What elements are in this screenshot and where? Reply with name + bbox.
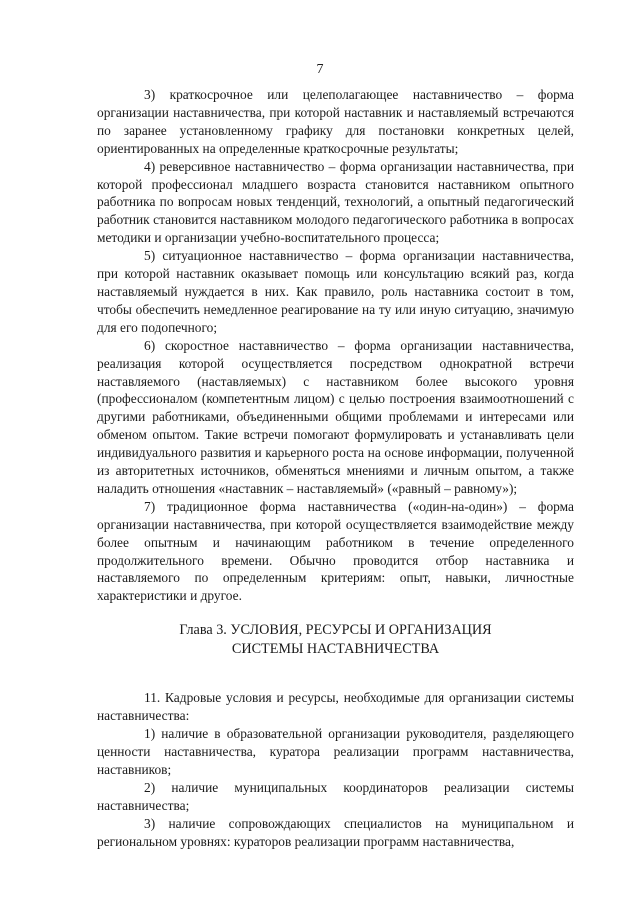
paragraph-item-3: 3) краткосрочное или целеполагающее наставничество – форма организации наставничества, при которой наставник и наставляемый встречаются по заранее установленному графику для постановки конкретных целей, ориентированных на определенные краткосрочные результаты;: [97, 87, 574, 156]
chapter-heading-line1: Глава 3. УСЛОВИЯ, РЕСУРСЫ И ОРГАНИЗАЦИЯ: [179, 622, 492, 639]
paragraph-item-7: 7) традиционное форма наставничества («один-на-один») – форма организации наставничества, при которой осуществляется взаимодействие между более опытным и начинающим работником в течение определенного продолжительного времени. Обычно проводится отбор наставника и наставляемого по определенным критериям: опыт, навыки, личностные характеристики и другое.: [97, 498, 574, 604]
page-number: 7: [316, 62, 324, 77]
document-body: [97, 86, 574, 850]
paragraph-condition-2: 2) наличие муниципальных координаторов реализации системы наставничества;: [97, 779, 574, 813]
paragraph-item-6: 6) скоростное наставничество – форма организации наставничества, реализация которой осуществляется посредством однократной встречи наставляемого (наставляемых) с наставником более высокого уровня (профессионалом (компетентным лицом) с целью построения взаимоотношений с другими работниками, объединенными общими проблемами и интересами или обменом опытом. Такие встречи помогают формулировать и устанавливать цели индивидуального развития и карьерного роста на основе информации, полученной из авторитетных источников, обменяться мнениями и личным опытом, а также наладить отношения «наставник – наставляемый» («равный – равному»);: [97, 337, 574, 496]
paragraph-clause-11: 11. Кадровые условия и ресурсы, необходимые для организации системы наставничества:: [97, 690, 574, 724]
paragraph-condition-1: 1) наличие в образовательной организации руководителя, разделяющего ценности наставничества, куратора реализации программ наставничества, наставников;: [97, 726, 574, 777]
chapter-heading: [97, 621, 574, 659]
paragraph-item-5: 5) ситуационное наставничество – форма организации наставничества, при которой наставник оказывает помощь или консультацию всякий раз, когда наставляемый нуждается в них. Как правило, роль наставника состоит в том, чтобы обеспечить немедленное реагирование на ту или иную ситуацию, значимую для его подопечного;: [97, 248, 574, 335]
paragraph-item-4: 4) реверсивное наставничество – форма организации наставничества, при которой профессионал младшего возраста становится наставником опытного работника по вопросам новых тенденций, технологий, а опытный педагогический работник становится наставником молодого педагогического работника в вопросах методики и организации учебно-воспитательного процесса;: [97, 158, 574, 246]
chapter-heading-line2: СИСТЕМЫ НАСТАВНИЧЕСТВА: [231, 641, 440, 658]
paragraph-condition-3: 3) наличие сопровождающих специалистов на муниципальном и региональном уровнях: кураторов реализации программ наставничества,: [97, 815, 574, 849]
